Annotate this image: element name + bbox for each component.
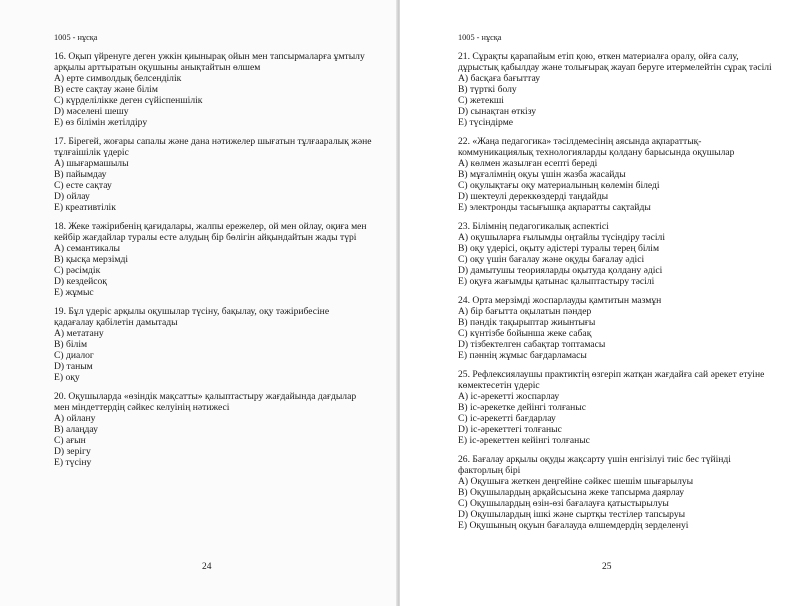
answer-option-d: D) зерігу (54, 446, 91, 457)
variant-header: 1005 - нұсқа (458, 33, 502, 42)
question-16 (54, 51, 384, 128)
answer-option-b: B) пайымдау (54, 169, 107, 180)
answer-option-a: A) ерте символдық белсенділік (54, 73, 182, 84)
answer-option-c: C) оқулықтағы оқу материалының көлемін біледі (458, 180, 660, 191)
page-number: 24 (202, 562, 212, 572)
question-stem-line: 20. Оқушыларда «өзіндік мақсатты» қалыптастыру жағдайында дағдылар (54, 391, 357, 402)
answer-option-a: A) ойлану (54, 413, 96, 424)
question-stem-line: дұрыстық қабылдау және толығырақ жауап беруге итермелейтін сұрақ тәсілі (458, 62, 772, 73)
page-number: 25 (602, 562, 612, 572)
question-stem-line: тұлғаішілік үдеріс (54, 147, 129, 158)
question-stem-line: 16. Оқып үйренуге деген ужкін қиынырақ ойын мен тапсырмаларға ұмтылу (54, 51, 365, 62)
answer-option-b: B) оқу үдерісі, оқыту әдістері туралы терең білім (458, 243, 660, 254)
answer-option-d: D) шектеулі дереккөздерді таңдайды (458, 191, 609, 202)
answer-option-d: D) іс-әрекеттегі толғаныс (458, 424, 562, 435)
answer-option-c: C) оқу үшін бағалау және оқуды бағалау әдісі (458, 254, 645, 265)
answer-option-a: A) шығармашылы (54, 158, 129, 169)
answer-option-a: A) Оқушыға жеткен деңгейіне сәйкес шешім шығарылуы (458, 476, 694, 487)
question-stem-line: 19. Бұл үдеріс арқылы оқушылар түсіну, бақылау, оқу тәжірибесіне (54, 306, 330, 317)
answer-option-c: C) ағын (54, 435, 86, 446)
question-22 (458, 136, 780, 213)
question-19 (54, 306, 384, 383)
answer-option-a: A) бір бағытта оқылатын пәндер (458, 306, 592, 317)
answer-option-b: B) іс-әрекетке дейінгі толғаныс (458, 402, 587, 413)
question-18 (54, 221, 384, 298)
answer-option-a: A) көлмен жазылған есепті береді (458, 158, 598, 169)
answer-option-c: C) жетекші (458, 95, 504, 106)
answer-option-b: B) есте сақтау және білім (54, 84, 158, 95)
question-21 (458, 51, 780, 128)
question-stem-line: көмектесетін үдеріс (458, 380, 540, 391)
question-stem-line: 22. «Жаңа педагогика» тәсілдемесінің аясында ақпараттық- (458, 136, 702, 147)
question-26 (458, 454, 780, 531)
answer-option-b: B) алаңдау (54, 424, 98, 435)
answer-option-b: B) түрткі болу (458, 84, 517, 95)
answer-option-d: D) мәселені шешу (54, 106, 129, 117)
question-stem-line: арқылы арттыратын оқушыны анықтайтын өлшем (54, 62, 261, 73)
answer-option-e: E) өз білімін жетілдіру (54, 117, 148, 128)
question-stem-line: коммуникациялық технологияларды қолдану барысында оқушылар (458, 147, 735, 158)
question-stem-line: мен міндеттердің сәйкес келуінің нәтижесі (54, 402, 230, 413)
question-stem-line: 26. Бағалау арқылы оқуды жақсарту үшін енгізілуі тиіс бес түйінді (458, 454, 731, 465)
question-stem-line: 17. Бірегей, жоғары сапалы және дана нәтижелер шығатын тұлғааралық және (54, 136, 372, 147)
question-stem-line: кейбір жағдайлар туралы есте алудың бір бөлігін айқындайтын жады түрі (54, 232, 357, 243)
answer-option-e: E) жұмыс (54, 287, 94, 298)
answer-option-c: C) Оқушылардың өзін-өзі бағалауға қатыстырылуы (458, 498, 669, 509)
question-stem-line: 18. Жеке тәжірибенің қағидалары, жалпы ережелер, ой мен ойлау, оқиға мен (54, 221, 367, 232)
right-page (400, 0, 800, 606)
question-stem-line: қадағалау қабілетін дамытады (54, 317, 178, 328)
answer-option-d: D) тізбектелген сабақтар топтамасы (458, 339, 606, 350)
answer-option-e: E) оқуға жағымды қатынас қалыптастыру тәсілі (458, 276, 655, 287)
answer-option-e: E) Оқушының оқуын бағалауда өлшемдердің зерделенуі (458, 520, 689, 531)
answer-option-e: E) түсіндірме (458, 117, 514, 128)
question-25 (458, 369, 780, 446)
answer-option-e: E) электронды тасығышқа ақпаратты сақтайды (458, 202, 651, 213)
question-stem-line: 25. Рефлексиялаушы практиктің өзгеріп жатқан жағдайға сай әрекет етуіне (458, 369, 765, 380)
answer-option-e: E) оқу (54, 372, 80, 383)
left-page (0, 0, 398, 606)
answer-option-a: A) іс-әрекетті жоспарлау (458, 391, 560, 402)
answer-option-e: E) пәннің жұмыс бағдарламасы (458, 350, 587, 361)
question-stem-line: 23. Білімнің педагогикалық аспектісі (458, 221, 609, 232)
answer-option-d: D) дамытушы теорияларды оқытуда қолдану әдісі (458, 265, 663, 276)
question-stem-line: 21. Сұрақты қарапайым етіп қою, өткен материалға оралу, ойға салу, (458, 51, 739, 62)
answer-option-b: B) пәндік тақырыптар жиынтығы (458, 317, 596, 328)
answer-option-a: A) семантикалы (54, 243, 120, 254)
answer-option-a: A) оқушыларға ғылымды оңтайлы түсіндіру тәсілі (458, 232, 666, 243)
answer-option-c: C) есте сақтау (54, 180, 112, 191)
answer-option-c: C) диалог (54, 350, 94, 361)
answer-option-d: D) сынақтан өткізу (458, 106, 537, 117)
answer-option-e: E) креативтілік (54, 202, 116, 213)
question-stem-line: 24. Орта мерзімді жоспарлауды қамтитын мазмұн (458, 295, 662, 306)
question-20 (54, 391, 384, 468)
answer-option-a: A) басқаға бағыттау (458, 73, 541, 84)
answer-option-b: B) білім (54, 339, 88, 350)
question-23 (458, 221, 780, 287)
variant-header: 1005 - нұсқа (54, 33, 98, 42)
question-stem-line: факторлың бірі (458, 465, 521, 476)
answer-option-b: B) Оқушылардың арқайсысына жеке тапсырма даярлау (458, 487, 685, 498)
right-column (458, 32, 780, 531)
answer-option-c: C) күнтізбе бойынша жеке сабақ (458, 328, 592, 339)
answer-option-e: E) түсіну (54, 457, 92, 468)
answer-option-e: E) іс-әрекеттен кейінгі толғаныс (458, 435, 590, 446)
answer-option-b: B) мұғалімнің оқуы үшін жазба жасайды (458, 169, 626, 180)
answer-option-c: C) рәсімдік (54, 265, 101, 276)
left-column (54, 32, 384, 468)
answer-option-b: B) қысқа мерзімді (54, 254, 128, 265)
answer-option-c: C) күрделілікке деген сүйіспеншілік (54, 95, 203, 106)
question-24 (458, 295, 780, 361)
answer-option-d: D) таным (54, 361, 93, 372)
answer-option-a: A) метатану (54, 328, 104, 339)
answer-option-d: D) ойлау (54, 191, 90, 202)
answer-option-d: D) Оқушылардың ішкі және сыртқы тестілер тапсыруы (458, 509, 686, 520)
answer-option-c: C) іс-әрекетті бағдарлау (458, 413, 556, 424)
question-17 (54, 136, 384, 213)
answer-option-d: D) кездейсоқ (54, 276, 107, 287)
